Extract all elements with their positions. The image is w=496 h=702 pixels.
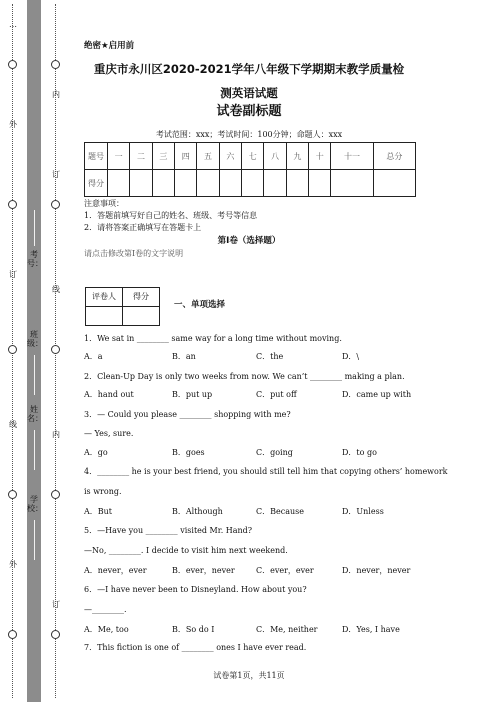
score-input-cell[interactable] (309, 170, 331, 197)
question-5-stem: 5．—Have you ________ visited Mr. Hand? (84, 526, 253, 535)
score-input-cell[interactable] (175, 170, 197, 197)
score-cell: 九 (286, 143, 308, 170)
inner-label-ding: 订 (52, 170, 60, 179)
q3-option-d[interactable]: D．to go (342, 448, 377, 457)
q6-option-c[interactable]: C．Me, neither (256, 625, 318, 634)
exam-title-line1: 重庆市永川区2020-2021学年八年级下学期期末教学质量检 (93, 62, 405, 76)
q5-option-c[interactable]: C．ever，ever (256, 566, 314, 575)
binding-circle (51, 200, 60, 209)
inner-label-nei: 内 (52, 90, 60, 99)
notes-item: 2．请将答案正确填写在答题卡上 (84, 223, 202, 232)
outer-label-xian: 线 (9, 420, 17, 429)
inner-label-nei2: 内 (52, 430, 60, 439)
q4-option-b[interactable]: B．Although (172, 507, 223, 516)
q3-option-a[interactable]: A．go (84, 448, 108, 457)
score-table (84, 142, 416, 197)
q2-option-d[interactable]: D．came up with (342, 390, 412, 399)
q5-option-d[interactable]: D．never，never (342, 566, 411, 575)
grader-table (85, 287, 160, 326)
score-cell: 题号 (85, 143, 108, 170)
score-cell: 十 (309, 143, 331, 170)
binding-gray-bar (27, 0, 41, 702)
outer-label-wai: 外 (9, 120, 17, 129)
question-5-stem2: —No, ________. I decide to visit him next weekend. (84, 546, 288, 555)
field-id-label: 考号： (27, 250, 43, 268)
inner-label-ding2: 订 (52, 600, 60, 609)
score-input-cell[interactable] (152, 170, 174, 197)
question-7-stem: 7．This fiction is one of ________ ones I have ever read. (84, 643, 307, 652)
outer-label-ding: 订 (9, 270, 17, 279)
part1-title: 第I卷（选择题） (217, 236, 281, 246)
binding-circle (51, 490, 60, 499)
field-name-line (34, 430, 35, 470)
score-cell: 三 (152, 143, 174, 170)
part1-hint: 请点击修改第I卷的文字说明 (84, 249, 184, 258)
score-input-cell[interactable] (286, 170, 308, 197)
score-cell: 二 (130, 143, 152, 170)
page-footer: 试卷第1页，共11页 (213, 671, 285, 680)
exam-subtitle: 试卷副标题 (216, 104, 282, 119)
score-cell: 总分 (373, 143, 415, 170)
question-3-stem: 3．— Could you please ________ shopping with me? (84, 410, 291, 419)
score-cell: 一 (108, 143, 130, 170)
question-3-stem2: — Yes, sure. (84, 429, 134, 438)
binding-circle (51, 345, 60, 354)
inner-label-xian: 线 (52, 285, 60, 294)
binding-circle (8, 60, 17, 69)
score-input-cell[interactable] (108, 170, 130, 197)
score-cell: 七 (242, 143, 264, 170)
grader-label: 评卷人 (86, 288, 123, 307)
section-title: 一、单项选择 (174, 300, 226, 310)
binding-circle (8, 630, 17, 639)
score-cell: 四 (175, 143, 197, 170)
field-class-line (34, 355, 35, 395)
q6-option-a[interactable]: A．Me, too (84, 625, 129, 634)
q2-option-b[interactable]: B．put up (172, 390, 213, 399)
q4-option-a[interactable]: A．But (84, 507, 113, 516)
exam-title-line2: 测英语试题 (220, 86, 278, 100)
outer-label-wai2: 外 (9, 560, 17, 569)
score-cell: 十一 (331, 143, 373, 170)
q3-option-c[interactable]: C．going (256, 448, 293, 457)
question-6-stem2: —________. (84, 605, 127, 614)
q1-option-a[interactable]: A．a (84, 352, 103, 361)
exam-title (84, 57, 414, 105)
field-school-label: 学校： (27, 495, 43, 513)
score-input-cell[interactable] (197, 170, 219, 197)
score-cell: 五 (197, 143, 219, 170)
field-class-label: 班级： (27, 330, 43, 348)
notes-item: 1．答题前填写好自己的姓名、班级、考号等信息 (84, 211, 258, 220)
q6-option-b[interactable]: B．So do I (172, 625, 215, 634)
score-cell: 六 (219, 143, 241, 170)
score-input-cell[interactable] (219, 170, 241, 197)
q3-option-b[interactable]: B．goes (172, 448, 205, 457)
q5-option-a[interactable]: A．never，ever (84, 566, 147, 575)
score-input-cell[interactable] (331, 170, 373, 197)
field-name-label: 姓名： (27, 405, 43, 423)
question-1-stem: 1．We sat in ________ same way for a long time without moving. (84, 334, 342, 343)
q2-option-c[interactable]: C．put off (256, 390, 297, 399)
notes-heading: 注意事项： (84, 199, 124, 208)
question-6-stem: 6．—I have never been to Disneyland. How about you? (84, 585, 307, 594)
exam-info: 考试范围：xxx；考试时间：100分钟；命题人：xxx (155, 130, 343, 139)
score-input-cell[interactable] (130, 170, 152, 197)
binding-margin (0, 0, 70, 702)
q4-option-c[interactable]: C．Because (256, 507, 304, 516)
field-school-line (34, 520, 35, 560)
question-2-stem: 2．Clean-Up Day is only two weeks from now. We can’t ________ making a plan. (84, 372, 405, 381)
notes (84, 198, 257, 234)
question-4-stem: 4．________ he is your best friend, you should still tell him that copying others’ homework (84, 467, 448, 476)
grader-input-cell[interactable] (86, 307, 123, 326)
binding-circle (8, 200, 17, 209)
q1-option-d[interactable]: D．\ (342, 352, 360, 361)
question-4-stem2: is wrong. (84, 487, 122, 496)
score-input-cell[interactable] (373, 170, 415, 197)
secret-mark: 绝密★启用前 (84, 41, 135, 51)
score-cell: 八 (264, 143, 286, 170)
binding-circle (51, 630, 60, 639)
binding-circle (8, 490, 17, 499)
q2-option-a[interactable]: A．hand out (84, 390, 134, 399)
field-id-line (34, 210, 35, 246)
q1-option-c[interactable]: C．the (256, 352, 284, 361)
grader-score-input-cell[interactable] (123, 307, 160, 326)
q1-option-b[interactable]: B．an (172, 352, 196, 361)
score-table-score-row (85, 170, 416, 197)
binding-circle (8, 345, 17, 354)
score-table-header-row (85, 143, 416, 170)
binding-circle (51, 60, 60, 69)
q5-option-b[interactable]: B．ever，never (172, 566, 235, 575)
score-row-label: 得分 (85, 170, 108, 197)
outer-dots: … (9, 20, 17, 29)
score-input-cell[interactable] (242, 170, 264, 197)
q4-option-d[interactable]: D．Unless (342, 507, 384, 516)
score-input-cell[interactable] (264, 170, 286, 197)
q6-option-d[interactable]: D．Yes, I have (342, 625, 400, 634)
grader-score-label: 得分 (123, 288, 160, 307)
